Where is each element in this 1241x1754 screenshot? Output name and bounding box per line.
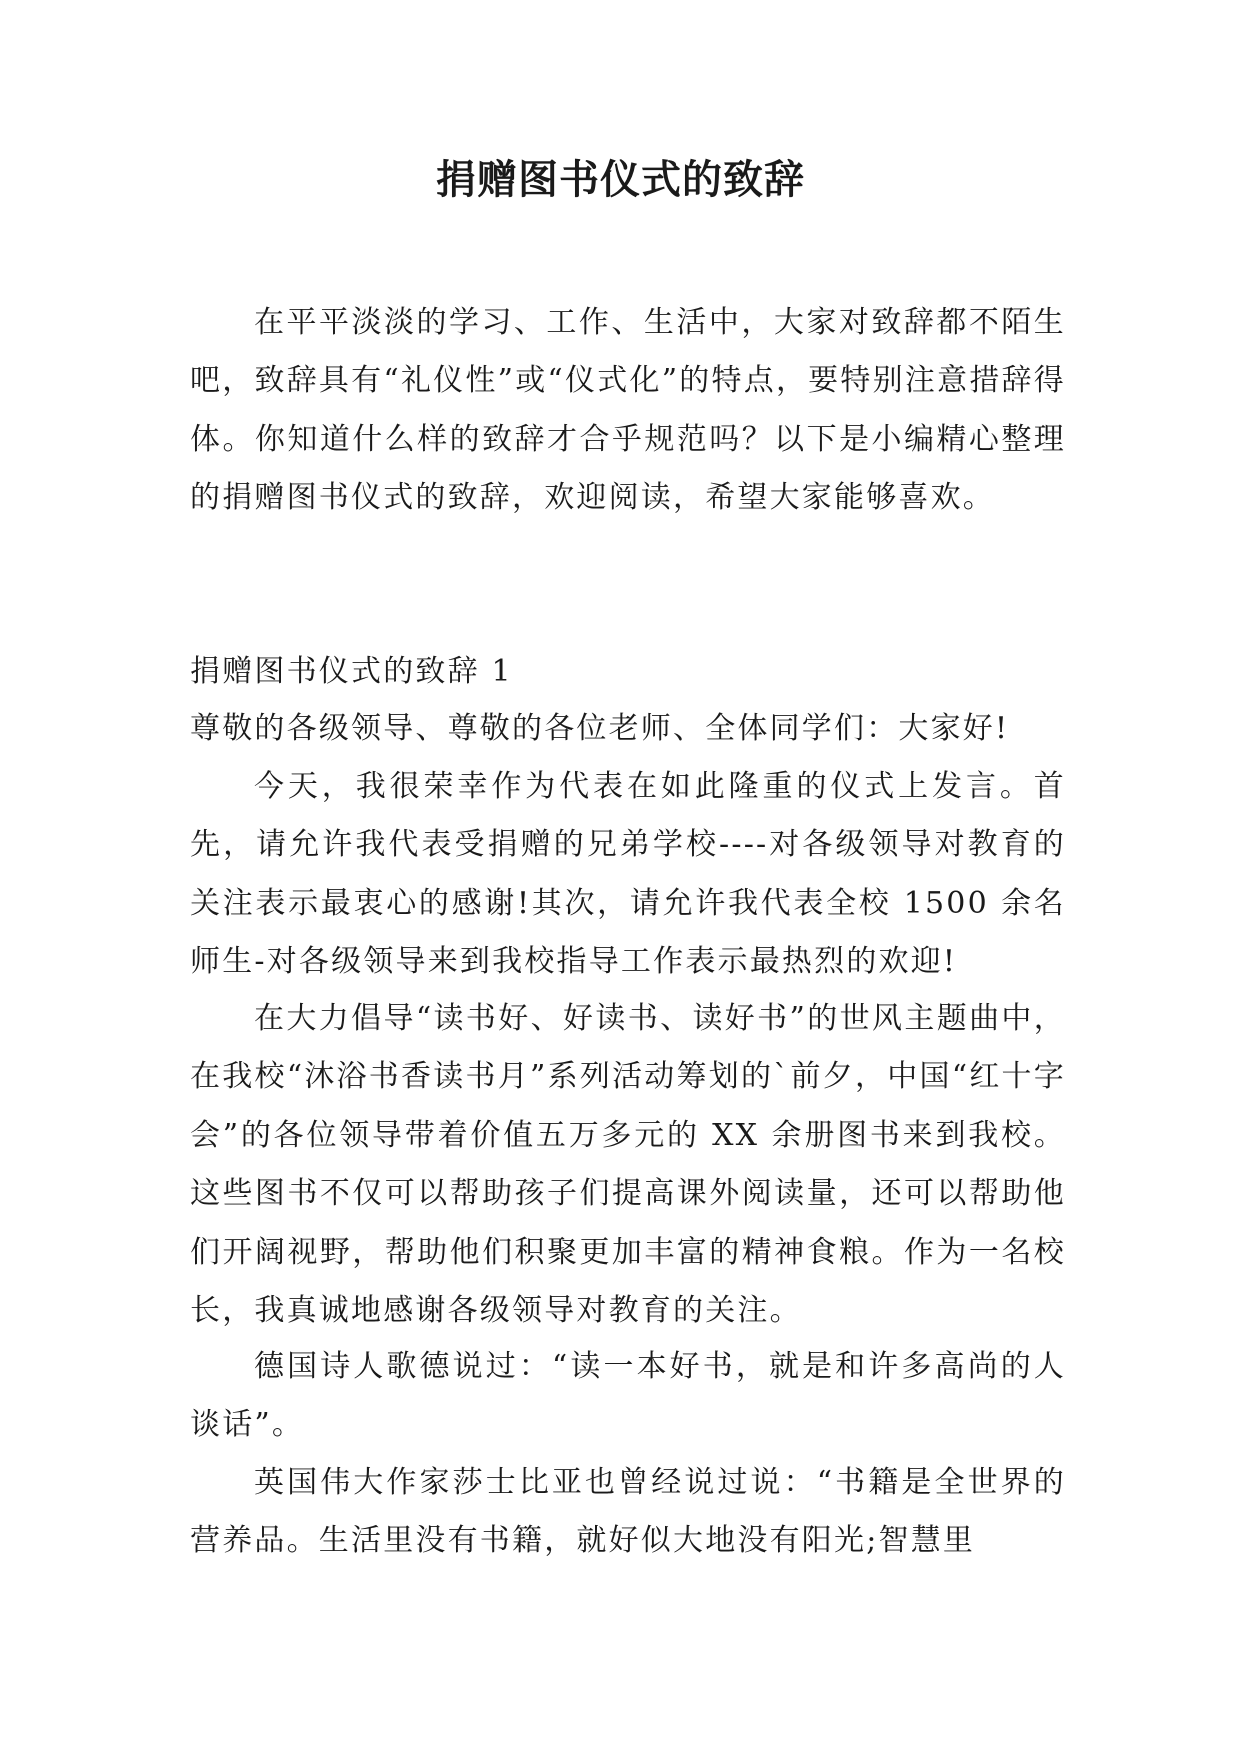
body-paragraph: 今天，我很荣幸作为代表在如此隆重的仪式上发言。首先，请允许我代表受捐赠的兄弟学校----对各级领导对教育的关注表示最衷心的感谢!其次，请允许我代表全校 1500 余名师生-对各级领导来到我校指导工作表示最热烈的欢迎! xyxy=(190,769,1066,980)
body-paragraph: 在大力倡导“读书好、好读书、读好书”的世风主题曲中，在我校“沐浴书香读书月”系列活动筹划的`前夕，中国“红十字会”的各位领导带着价值五万多元的 XX 余册图书来到我校。这些图书不仅可以帮助孩子们提高课外阅读量，还可以帮助他们开阔视野，帮助他们积聚更加丰富的精神食粮。作为一名校长，我真诚地感谢各级领导对教育的关注。 xyxy=(190,1001,1066,1329)
section-heading: 捐赠图书仪式的致辞 1 xyxy=(190,654,513,689)
body-paragraph: 德国诗人歌德说过：“读一本好书，就是和许多高尚的人谈话”。 xyxy=(190,1349,1066,1443)
intro-paragraph: 在平平淡淡的学习、工作、生活中，大家对致辞都不陌生吧，致辞具有“礼仪性”或“仪式化”的特点，要特别注意措辞得体。你知道什么样的致辞才合乎规范吗？以下是小编精心整理的捐赠图书仪式的致辞，欢迎阅读，希望大家能够喜欢。 xyxy=(190,305,1066,516)
body-paragraph: 英国伟大作家莎士比亚也曾经说过说：“书籍是全世界的营养品。生活里没有书籍，就好似大地没有阳光;智慧里 xyxy=(190,1465,1066,1559)
salutation-line: 尊敬的各级领导、尊敬的各位老师、全体同学们：大家好! xyxy=(190,711,1010,746)
document-title: 捐赠图书仪式的致辞 xyxy=(436,157,805,203)
